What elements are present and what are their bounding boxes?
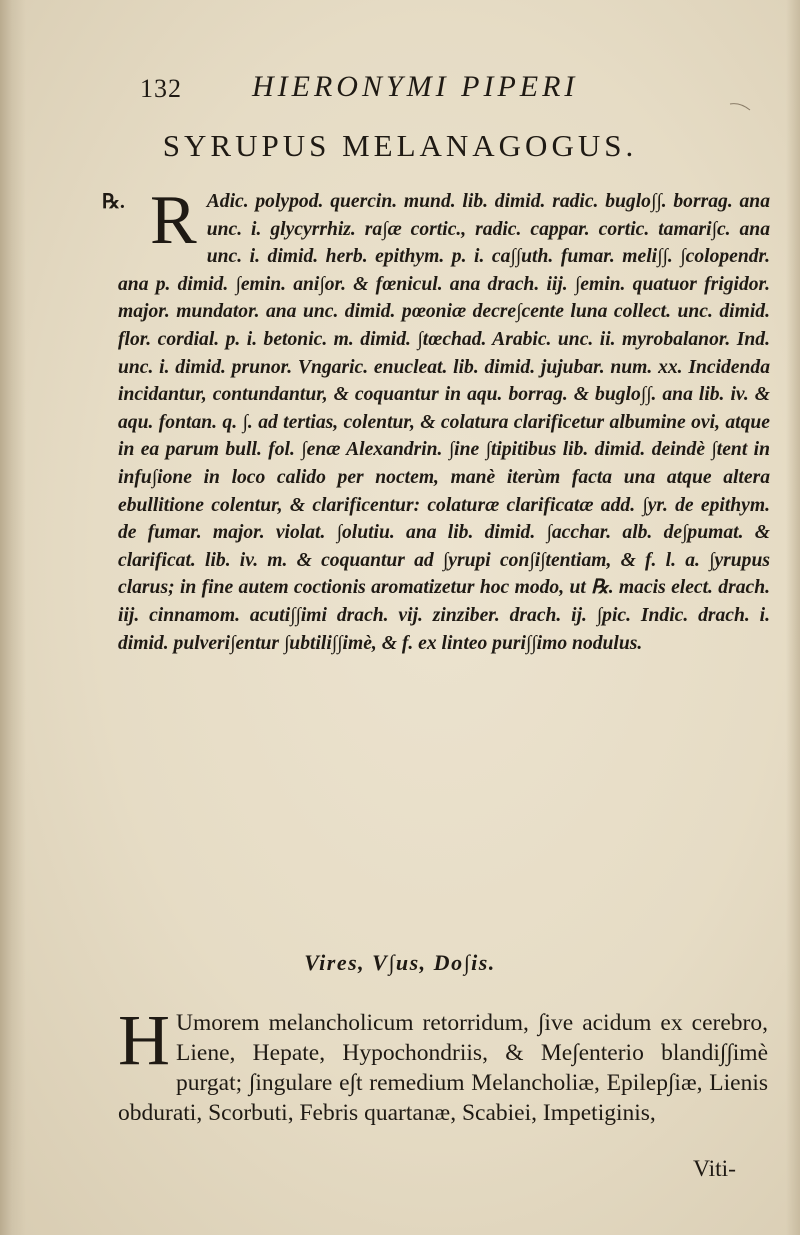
running-title: HIERONYMI PIPERI — [252, 70, 579, 103]
gutter-shadow — [0, 0, 26, 1235]
recipe-text: Adic. polypod. quercin. mund. lib. dimid. radic. buglo∫∫. borrag. ana unc. i. glycyrrhiz. ra∫æ cortic., radic. cappar. cortic. tamari∫c. ana unc. i. dimid. herb. epithym. p. i. ca∫∫uth. fumar. meli∫∫. ∫colopendr. ana p. dimid. ∫emin. ani∫or. & fœnicul. ana drach. iij. ∫emin. quatuor frigidor. major. mundator. ana unc. dimid. pœoniæ decre∫cente luna collect. unc. dimid. flor. cordial. p. i. betonic. m. dimid. ∫tœchad. Arabic. unc. ii. myrobalanor. Ind. unc. i. dimid. prunor. Vngaric. enucleat. lib. dimid. jujubar. num. xx. Incidenda incidantur, contundantur, & coquantur in aqu. borrag. & buglo∫∫. ana lib. iv. & aqu. fontan. q. ∫. ad tertias, colentur, & colatura clarificetur albumine ovi, atque in ea parum bull. fol. ∫enæ Alexandrin. ∫ine ∫tipitibus lib. dimid. deindè ∫tent in infu∫ione in loco calido per noctem, manè iterùm facta una atque altera ebullitione colentur, & clarificentur: colaturæ clarificatæ add. ∫yr. de epithym. de fumar. major. violat. ∫olutiu. ana lib. dimid. ∫acchar. alb. de∫pumat. & clarificat. lib. iv. m. & coquantur ad ∫yrupi con∫i∫tentiam, & f. l. a. ∫yrupus clarus; in fine autem coctionis aromatizetur hoc modo, ut ℞. macis elect. drach. iij. cinnamom. acuti∫∫imi drach. vij. zinziber. drach. ij. ∫pic. Indic. drach. i. dimid. pulveri∫entur ∫ubtili∫∫imè, & f. ex linteo puri∫∫imo nodulus. — [118, 191, 770, 654]
recipe-symbol: ℞. — [102, 191, 125, 213]
body-text: Umorem melancholicum retorridum, ∫ive acidum ex cerebro, Liene, Hepate, Hypochondriis, & Me∫enterio blandi∫∫imè purgat; ∫ingulare e∫t remedium Melancholiæ, Epilep∫iæ, Lienis obdurati, Scorbuti, Febris quartanæ, Scabiei, Impetiginis, — [118, 1010, 768, 1126]
vires-heading: Vires, V∫us, Do∫is. — [304, 950, 496, 975]
ink-mark-icon — [728, 100, 752, 124]
recipe-paragraph — [102, 182, 770, 657]
section-title: SYRUPUS MELANAGOGUS. — [162, 128, 638, 163]
page-number: 132 — [140, 74, 182, 103]
recipe-drop-cap: R — [150, 182, 197, 259]
body-drop-cap: H — [118, 1000, 170, 1080]
running-head — [140, 70, 660, 110]
body-paragraph — [118, 1000, 768, 1128]
catchword: Viti- — [693, 1156, 736, 1182]
page-edge — [786, 0, 800, 1235]
